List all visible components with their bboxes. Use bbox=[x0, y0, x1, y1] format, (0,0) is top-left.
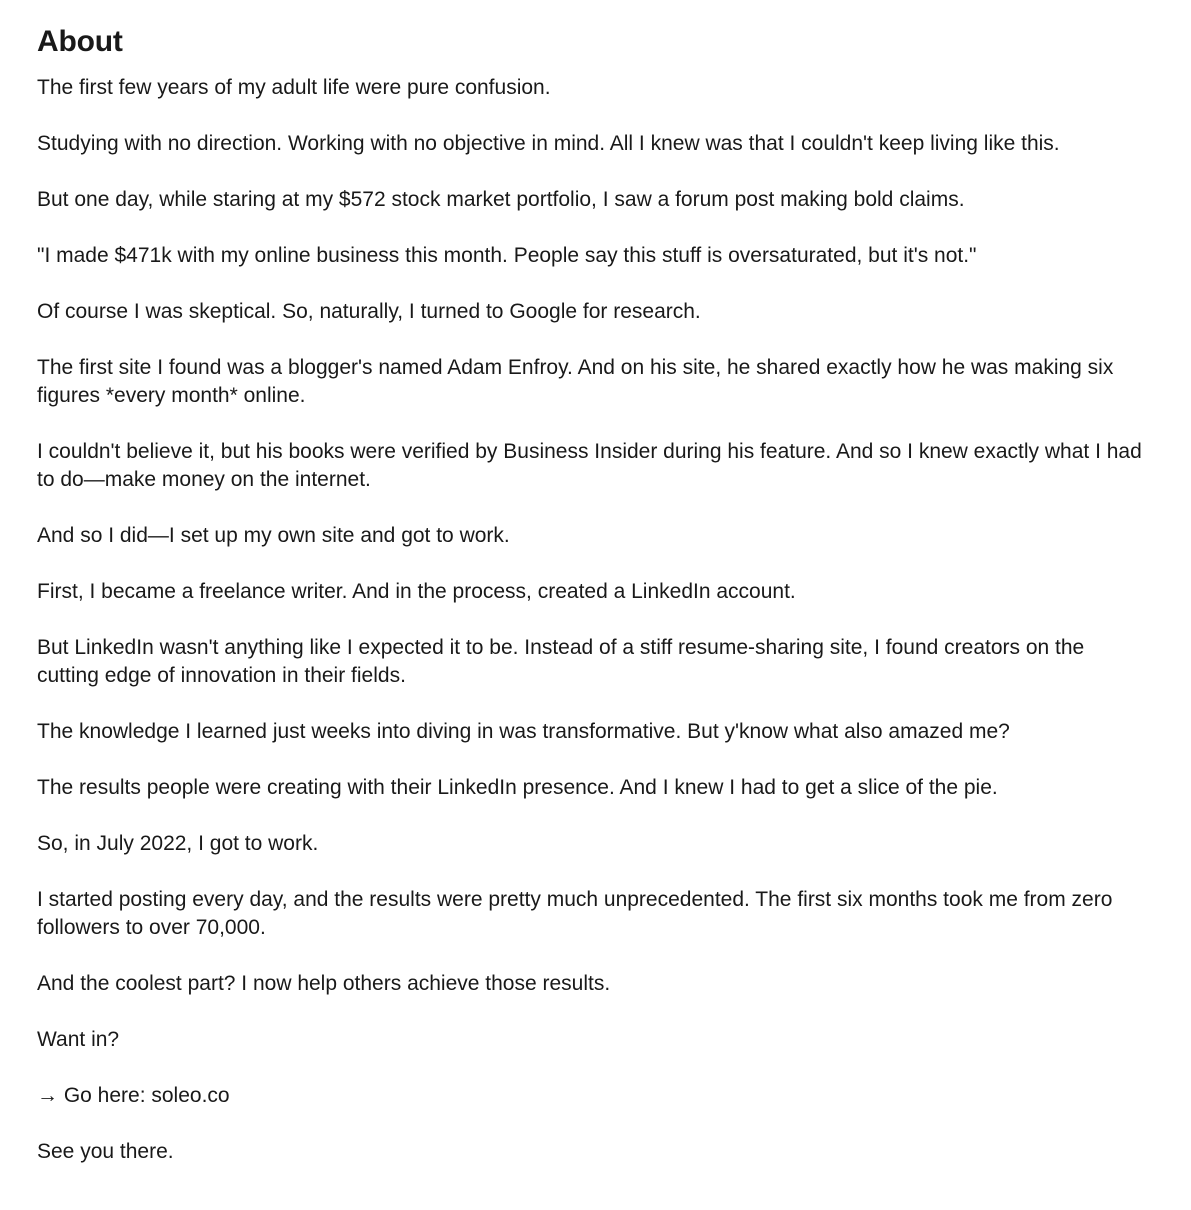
about-heading: About bbox=[37, 25, 123, 58]
about-paragraph: Studying with no direction. Working with no objective in mind. All I knew was that I couldn't keep living like this. bbox=[37, 132, 1060, 155]
about-paragraph: The first site I found was a blogger's named Adam Enfroy. And on his site, he shared exactly how he was making six figures *every month* online. bbox=[37, 356, 1120, 407]
about-paragraph: So, in July 2022, I got to work. bbox=[37, 832, 319, 855]
about-paragraph: The results people were creating with their LinkedIn presence. And I knew I had to get a slice of the pie. bbox=[37, 776, 998, 799]
about-paragraph: The first few years of my adult life were pure confusion. bbox=[37, 76, 551, 99]
about-link-paragraph: → Go here: soleo.co bbox=[37, 1084, 230, 1107]
about-paragraph: Of course I was skeptical. So, naturally, I turned to Google for research. bbox=[37, 300, 701, 323]
about-paragraph: First, I became a freelance writer. And in the process, created a LinkedIn account. bbox=[37, 580, 796, 603]
about-paragraph: See you there. bbox=[37, 1140, 174, 1163]
about-paragraph: I couldn't believe it, but his books were verified by Business Insider during his feature. And so I knew exactly what I had to do—make money on the internet. bbox=[37, 440, 1148, 491]
about-paragraph: But LinkedIn wasn't anything like I expected it to be. Instead of a stiff resume-sharing site, I found creators on the cutting edge of innovation in their fields. bbox=[37, 636, 1091, 687]
about-body bbox=[37, 74, 1151, 1166]
about-paragraph: "I made $471k with my online business this month. People say this stuff is oversaturated, but it's not." bbox=[37, 244, 977, 267]
about-paragraph: But one day, while staring at my $572 stock market portfolio, I saw a forum post making bold claims. bbox=[37, 188, 965, 211]
about-paragraph: Want in? bbox=[37, 1028, 120, 1051]
about-paragraph: I started posting every day, and the results were pretty much unprecedented. The first six months took me from zero followers to over 70,000. bbox=[37, 888, 1119, 939]
about-paragraph: And the coolest part? I now help others achieve those results. bbox=[37, 972, 611, 995]
about-paragraph: The knowledge I learned just weeks into diving in was transformative. But y'know what also amazed me? bbox=[37, 720, 1010, 743]
about-paragraph: And so I did—I set up my own site and got to work. bbox=[37, 524, 510, 547]
